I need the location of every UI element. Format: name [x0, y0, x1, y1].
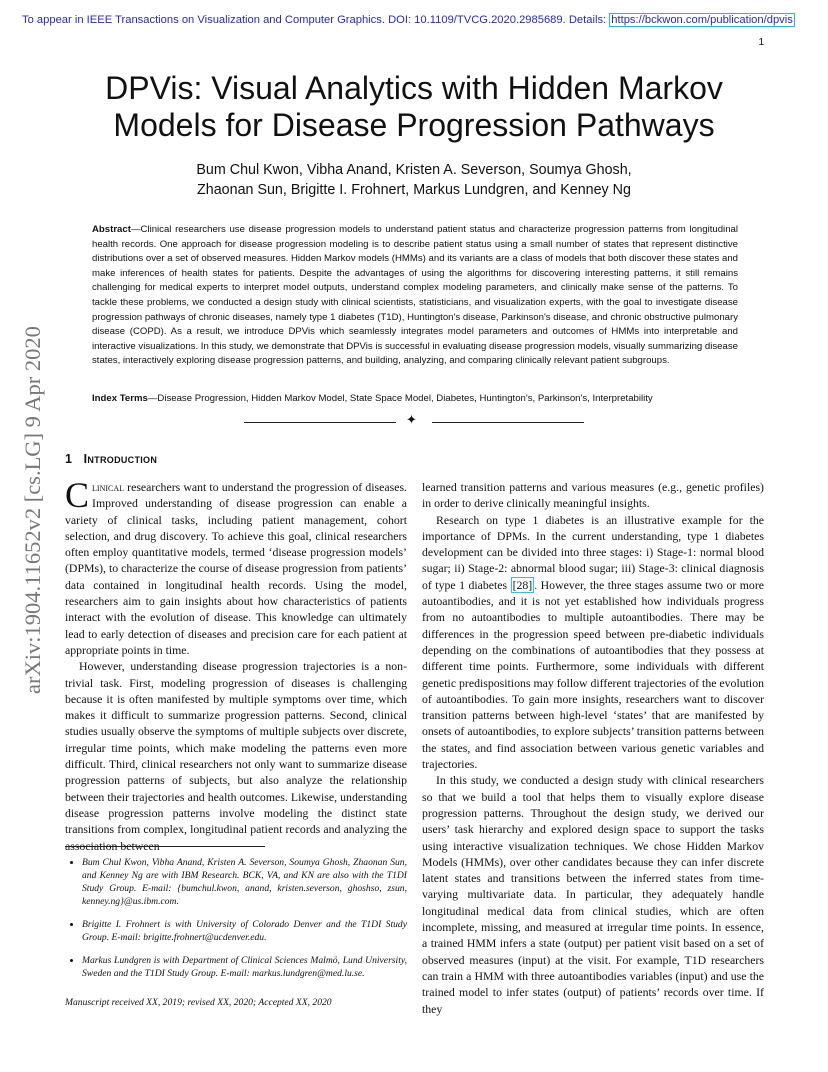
left-column — [65, 475, 407, 854]
publication-banner — [22, 14, 806, 26]
intro-lead-word: linical — [92, 480, 125, 494]
page-number: 1 — [758, 37, 764, 48]
manuscript-note: Manuscript received XX, 2019; revised XX, 2020; Accepted XX, 2020 — [65, 997, 332, 1008]
right-paragraph-3: In this study, we conducted a design study with clinical researchers so that we build a tool that helps them to visually explore disease progression patterns. Throughout the design study, we derived our users’ task hierarchy and explored design space to support the tasks using interactive visualization techniques. We chose Hidden Markov Models (HMMs), over other candidates because they can infer discrete latent states and transitions between the inferred states from time-varying multivariate data. In particular, they adequately handle longitudinal medical data from clinical studies, which are often incomplete, missing, and measured at irregular time points. In essence, a trained HMM infers a state (output) per patient visit based on a set of observed measures (input) at the visit. For example, T1D researchers can train a HMM with three autoantibodies variables (input) and use the trained model to infer states (output) of patients’ records over time. If they — [422, 773, 764, 1016]
authors-line-1: Bum Chul Kwon, Vibha Anand, Kristen A. Severson, Soumya Ghosh, — [196, 162, 632, 178]
footnote-2 — [65, 918, 407, 944]
index-terms-text: —Disease Progression, Hidden Markov Model, State Space Model, Diabetes, Huntington's, Parkinson's, Interpretability — [147, 393, 653, 404]
right-paragraph-2-text-b: . However, the three stages assume two or more autoantibodies, and it is not yet established how individuals progress from no autoantibodies to multiple autoantibodies. There may be differences in the progression speed between pre-diabetic individuals depending on the combinations of autoantibodies that they possess at different time points. Furthermore, some individuals with different genetic predispositions may follow different trajectories of the evolution of autoantibodies. To gain more insights, researchers want to discover transition patterns between high-level ‘states’ that are manifested by onsets of autoantibodies, to explore subjects’ transition patterns between the states, and find association between various genetic variables and trajectories. — [422, 577, 764, 772]
citation-link[interactable]: [28] — [512, 577, 533, 592]
drop-cap: C — [65, 475, 90, 515]
section-divider — [244, 413, 584, 428]
divider-line-left — [244, 422, 396, 423]
right-paragraph-1: learned transition patterns and various measures (e.g., genetic profiles) in order to derive clinically meaningful insights. — [422, 480, 764, 511]
footnote-2-text: • Brigitte I. Frohnert is with University of Colorado Denver and the T1DI Study Group. E-mail: brigitte.frohnert@ucdenver.edu. — [82, 918, 407, 944]
right-column — [422, 479, 764, 1017]
abstract — [92, 223, 738, 369]
intro-paragraph-1 — [65, 475, 407, 658]
footnote-rule — [65, 846, 265, 847]
divider-ornament: ✦ — [406, 413, 417, 428]
arxiv-stamp — [18, 270, 48, 750]
footnote-1 — [65, 856, 407, 908]
abstract-label: Abstract — [92, 224, 131, 235]
banner-text: To appear in IEEE Transactions on Visualization and Computer Graphics. DOI: 10.1109/TVCG.2020.2985689. Details: — [22, 14, 610, 26]
divider-line-right — [432, 422, 584, 423]
index-terms — [92, 392, 738, 406]
right-paragraph-2 — [422, 512, 764, 773]
index-terms-label: Index Terms — [92, 393, 148, 404]
section-heading — [65, 452, 157, 466]
author-list — [60, 160, 768, 200]
paper-title: DPVis: Visual Analytics with Hidden Markov Models for Disease Progression Pathways — [105, 70, 723, 143]
section-number: 1 — [65, 452, 73, 466]
authors-line-2: Zhaonan Sun, Brigitte I. Frohnert, Markus Lundgren, and Kenney Ng — [197, 182, 631, 198]
footnote-3 — [65, 954, 407, 980]
publication-link[interactable]: https://bckwon.com/publication/dpvis — [611, 14, 793, 26]
footnote-1-text: • Bum Chul Kwon, Vibha Anand, Kristen A. Severson, Soumya Ghosh, Zhaonan Sun, and Kenney Ng are with IBM Research. BCK, VA, and KN are also with the T1DI Study Group. E-mail: {bumchul.kwon, anand, kristen.severson, ghoshso, zsun, kenney.ng}@us.ibm.com. — [82, 856, 407, 908]
intro-paragraph-1-text: researchers want to understand the progression of diseases. Improved understanding of disease progression can enable a variety of clinical tasks, including patient management, cohort selection, and drug discovery. To achieve this goal, clinical researchers often employ quantitative models, termed ‘disease progression models’ (DPMs), to characterize the course of disease progression from patients’ data contained in longitudinal health records. Using the model, researchers aim to gain insights about how characteristics of patients interact with the evolution of disease. This knowledge can ultimately lead to early detection of diseases and precision care for each patient at appropriate points in time. — [65, 480, 407, 657]
intro-paragraph-2: However, understanding disease progression trajectories is a non-trivial task. First, modeling progression of diseases is challenging because it is often manifested by multiple symptoms over time, which makes it difficult to summarize progression patterns. Second, clinical studies usually observe the symptoms of multiple subjects over discrete, irregular time points, which make modeling the patterns even more difficult. Third, clinical researchers not only want to summarize disease progression patterns of subjects, but also analyze the relationship between their trajectories and health outcomes. Likewise, understanding disease progression patterns involve modeling the distinct state transitions from complex, longitudinal patient records and analyzing the association between — [65, 659, 407, 853]
footnote-3-text: • Markus Lundgren is with Department of Clinical Sciences Malmö, Lund University, Sweden and the T1DI Study Group. E-mail: markus.lundgren@med.lu.se. — [82, 954, 407, 980]
section-title: Introduction — [83, 452, 158, 466]
abstract-text: —Clinical researchers use disease progression models to understand patient status and characterize progression patterns from longitudinal health records. One approach for disease progression modeling is to describe patient status using a small number of states that represent distinctive distributions over a set of observed measures. Hidden Markov models (HMMs) and its variants are a class of models that both discover these states and make inferences of health states for patients. Despite the advantages of using the algorithms for discovering interesting patterns, it still remains challenging for medical experts to interpret model outputs, understand complex modeling parameters, and clinically make sense of the patterns. To tackle these problems, we conducted a design study with clinical scientists, statisticians, and visualization experts, with the goal to investigate disease progression pathways of chronic diseases, namely type 1 diabetes (T1D), Huntington's disease, Parkinson's disease, and chronic obstructive pulmonary disease (COPD). As a result, we introduce DPVis which seamlessly integrates model parameters and outcomes of HMMs into interpretable and interactive visualizations. In this study, we demonstrate that DPVis is successful in evaluating disease progression models, visually summarizing disease states, interactively exploring disease progression patterns, and building, analyzing, and comparing clinically relevant patient subgroups. — [92, 224, 738, 367]
arxiv-stamp-text: arXiv:1904.11652v2 [cs.LG] 9 Apr 2020 — [20, 326, 45, 694]
right-paragraph-2-text-a: Research on type 1 diabetes is an illustrative example for the importance of DPMs. In the current understanding, type 1 diabetes development can be divided into three stages: i) Stage-1: normal blood sugar; ii) Stage-2: abnormal blood sugar; iii) Stage-3: clinical diagnosis of type 1 diabetes — [422, 512, 764, 592]
